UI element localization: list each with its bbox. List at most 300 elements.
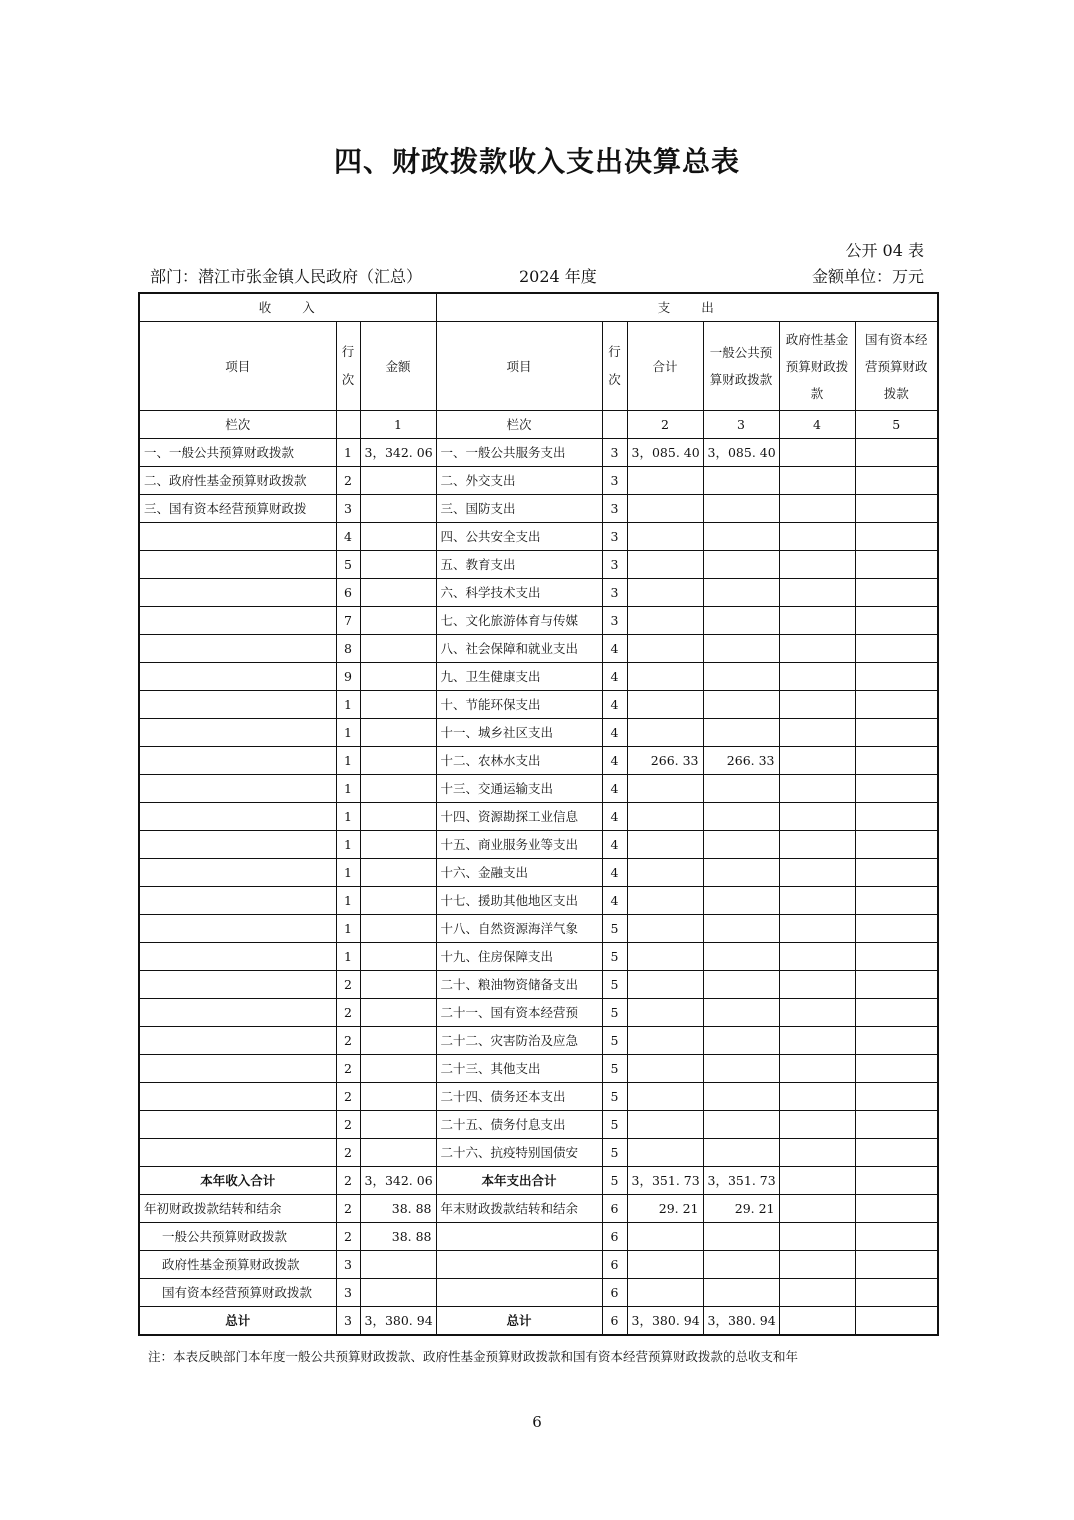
income-rowno-header: 行次 <box>336 322 360 411</box>
income-item-header: 项目 <box>139 322 336 411</box>
gov-fund-cell <box>779 1251 855 1279</box>
page-number: 6 <box>532 1413 542 1431</box>
state-capital-cell <box>855 831 938 859</box>
state-capital-cell <box>855 999 938 1027</box>
expense-total-cell <box>627 691 703 719</box>
income-item-cell <box>139 775 336 803</box>
expense-rowno-cell: 4 <box>602 663 627 691</box>
income-amount-cell <box>360 1083 436 1111</box>
income-rowno-cell: 2 <box>336 999 360 1027</box>
expense-item-cell: 七、文化旅游体育与传媒 <box>436 607 602 635</box>
income-rowno-cell: 1 <box>336 803 360 831</box>
general-budget-cell <box>703 1083 779 1111</box>
expense-item-cell: 五、教育支出 <box>436 551 602 579</box>
general-budget-cell <box>703 1223 779 1251</box>
income-rowno-cell: 1 <box>336 691 360 719</box>
income-header: 收 入 <box>139 293 436 322</box>
expense-rowno-cell: 4 <box>602 635 627 663</box>
expense-item-cell: 四、公共安全支出 <box>436 523 602 551</box>
income-rowno-cell: 1 <box>336 747 360 775</box>
gov-fund-cell <box>779 439 855 467</box>
income-amount-cell <box>360 663 436 691</box>
expense-item-cell: 十八、自然资源海洋气象 <box>436 915 602 943</box>
state-capital-cell <box>855 1083 938 1111</box>
income-item-cell: 年初财政拨款结转和结余 <box>139 1195 336 1223</box>
gov-fund-cell <box>779 1055 855 1083</box>
income-rowno-cell: 2 <box>336 1111 360 1139</box>
gov-fund-cell <box>779 467 855 495</box>
gov-fund-cell <box>779 1083 855 1111</box>
gov-fund-cell <box>779 943 855 971</box>
income-item-cell: 本年收入合计 <box>139 1167 336 1195</box>
gov-fund-cell <box>779 1195 855 1223</box>
header-row-sections <box>139 293 938 322</box>
income-item-cell <box>139 663 336 691</box>
general-budget-cell <box>703 551 779 579</box>
expense-item-cell: 六、科学技术支出 <box>436 579 602 607</box>
income-rowno-cell: 1 <box>336 943 360 971</box>
income-rowno-cell: 1 <box>336 915 360 943</box>
income-item-cell <box>139 1027 336 1055</box>
general-budget-cell <box>703 719 779 747</box>
table-row <box>139 887 938 915</box>
expense-item-header: 项目 <box>436 322 602 411</box>
state-capital-cell <box>855 1251 938 1279</box>
income-rowno-cell: 2 <box>336 971 360 999</box>
page-title: 四、财政拨款收入支出决算总表 <box>333 145 740 178</box>
general-budget-cell: 29. 21 <box>703 1195 779 1223</box>
general-budget-cell <box>703 943 779 971</box>
expense-total-cell: 266. 33 <box>627 747 703 775</box>
expense-item-cell: 二十六、抗疫特别国债安 <box>436 1139 602 1167</box>
gov-fund-cell <box>779 1027 855 1055</box>
state-capital-cell <box>855 1195 938 1223</box>
income-amount-header: 金额 <box>360 322 436 411</box>
table-row <box>139 1111 938 1139</box>
income-rowno-cell: 3 <box>336 1251 360 1279</box>
income-rowno-cell: 2 <box>336 1139 360 1167</box>
gov-fund-cell <box>779 747 855 775</box>
expense-item-cell: 十三、交通运输支出 <box>436 775 602 803</box>
general-budget-cell: 3，380. 94 <box>703 1307 779 1336</box>
general-budget-cell <box>703 607 779 635</box>
general-budget-cell <box>703 1251 779 1279</box>
income-amount-cell <box>360 1111 436 1139</box>
income-amount-cell <box>360 831 436 859</box>
general-budget-cell <box>703 691 779 719</box>
col1-number: 1 <box>360 411 436 439</box>
table-row <box>139 1139 938 1167</box>
expense-header: 支 出 <box>436 293 938 322</box>
income-amount-cell <box>360 691 436 719</box>
general-budget-cell <box>703 803 779 831</box>
expense-rowno-cell: 6 <box>602 1195 627 1223</box>
expense-rowno-cell: 6 <box>602 1307 627 1336</box>
expense-rowno-cell: 5 <box>602 1083 627 1111</box>
income-amount-cell <box>360 467 436 495</box>
expense-item-cell: 十七、援助其他地区支出 <box>436 887 602 915</box>
expense-total-cell <box>627 523 703 551</box>
unit-label: 金额单位：万元 <box>811 267 924 286</box>
income-item-cell <box>139 1083 336 1111</box>
income-item-cell <box>139 1139 336 1167</box>
gov-fund-cell <box>779 831 855 859</box>
expense-rowno-cell: 5 <box>602 1027 627 1055</box>
gov-fund-cell <box>779 1279 855 1307</box>
general-budget-cell: 266. 33 <box>703 747 779 775</box>
table-row <box>139 747 938 775</box>
table-row <box>139 663 938 691</box>
expense-item-cell: 二十二、灾害防治及应急 <box>436 1027 602 1055</box>
income-amount-cell <box>360 607 436 635</box>
state-capital-cell <box>855 1307 938 1336</box>
income-item-cell <box>139 859 336 887</box>
gov-fund-cell <box>779 663 855 691</box>
gov-fund-cell <box>779 1111 855 1139</box>
state-capital-cell <box>855 747 938 775</box>
income-rowno-cell: 8 <box>336 635 360 663</box>
col5-number: 5 <box>855 411 938 439</box>
income-item-cell: 国有资本经营预算财政拨款 <box>139 1279 336 1307</box>
expense-rowno-cell: 5 <box>602 971 627 999</box>
expense-rowno-cell: 5 <box>602 943 627 971</box>
col4-number: 4 <box>779 411 855 439</box>
income-amount-cell <box>360 495 436 523</box>
expense-item-cell: 九、卫生健康支出 <box>436 663 602 691</box>
expense-item-cell: 一、一般公共服务支出 <box>436 439 602 467</box>
income-item-cell <box>139 803 336 831</box>
expense-total-cell <box>627 803 703 831</box>
expense-total-cell: 29. 21 <box>627 1195 703 1223</box>
expense-item-cell: 三、国防支出 <box>436 495 602 523</box>
expense-rowno-cell: 4 <box>602 691 627 719</box>
income-item-cell <box>139 691 336 719</box>
header-row-columns <box>139 322 938 411</box>
expense-rowno-cell: 6 <box>602 1223 627 1251</box>
expense-item-cell: 十四、资源勘探工业信息 <box>436 803 602 831</box>
income-amount-cell <box>360 999 436 1027</box>
income-amount-cell: 38. 88 <box>360 1195 436 1223</box>
expense-rowno-cell: 4 <box>602 831 627 859</box>
general-budget-cell: 3，351. 73 <box>703 1167 779 1195</box>
expense-rowno-blank <box>602 411 627 439</box>
expense-total-cell: 3，085. 40 <box>627 439 703 467</box>
income-rowno-cell: 9 <box>336 663 360 691</box>
expense-item-cell: 十五、商业服务业等支出 <box>436 831 602 859</box>
table-row <box>139 1027 938 1055</box>
gov-fund-cell <box>779 1139 855 1167</box>
expense-rowno-cell: 4 <box>602 803 627 831</box>
state-capital-cell <box>855 607 938 635</box>
state-capital-cell <box>855 1167 938 1195</box>
gov-fund-cell <box>779 999 855 1027</box>
gov-fund-cell <box>779 1223 855 1251</box>
expense-rowno-cell: 4 <box>602 747 627 775</box>
general-budget-cell: 3，085. 40 <box>703 439 779 467</box>
gov-fund-cell <box>779 719 855 747</box>
expense-total-cell <box>627 887 703 915</box>
table-row <box>139 551 938 579</box>
income-item-cell <box>139 999 336 1027</box>
income-rowno-cell: 2 <box>336 1027 360 1055</box>
expense-rowno-cell: 6 <box>602 1251 627 1279</box>
income-item-cell <box>139 747 336 775</box>
expense-item-cell: 二十、粮油物资储备支出 <box>436 971 602 999</box>
income-amount-cell: 3，380. 94 <box>360 1307 436 1336</box>
general-budget-cell <box>703 831 779 859</box>
general-budget-cell <box>703 775 779 803</box>
general-budget-cell <box>703 1139 779 1167</box>
expense-item-cell: 总计 <box>436 1307 602 1336</box>
gov-fund-cell <box>779 607 855 635</box>
general-budget-cell <box>703 663 779 691</box>
state-capital-cell <box>855 579 938 607</box>
income-amount-cell <box>360 1279 436 1307</box>
expense-rowno-cell: 3 <box>602 551 627 579</box>
expense-total-cell <box>627 579 703 607</box>
expense-item-cell: 本年支出合计 <box>436 1167 602 1195</box>
income-rowno-cell: 2 <box>336 1167 360 1195</box>
expense-total-cell <box>627 775 703 803</box>
expense-total-cell <box>627 1027 703 1055</box>
state-capital-cell <box>855 1111 938 1139</box>
state-capital-cell <box>855 1279 938 1307</box>
state-capital-cell <box>855 1055 938 1083</box>
income-amount-cell: 3，342. 06 <box>360 1167 436 1195</box>
table-row <box>139 859 938 887</box>
general-budget-cell <box>703 971 779 999</box>
expense-rowno-cell: 4 <box>602 719 627 747</box>
state-capital-cell <box>855 439 938 467</box>
expense-total-cell <box>627 1251 703 1279</box>
income-item-cell <box>139 887 336 915</box>
form-code: 公开 04 表 <box>845 241 924 260</box>
table-row <box>139 439 938 467</box>
expense-total-cell <box>627 1111 703 1139</box>
income-amount-cell <box>360 1027 436 1055</box>
col2-number: 2 <box>627 411 703 439</box>
income-rowno-cell: 1 <box>336 831 360 859</box>
gov-fund-cell <box>779 523 855 551</box>
table-row <box>139 635 938 663</box>
general-budget-cell <box>703 635 779 663</box>
income-amount-cell <box>360 1055 436 1083</box>
income-item-cell: 三、国有资本经营预算财政拨 <box>139 495 336 523</box>
income-amount-cell <box>360 1251 436 1279</box>
income-amount-cell <box>360 747 436 775</box>
general-budget-cell <box>703 887 779 915</box>
state-capital-cell <box>855 495 938 523</box>
income-item-cell <box>139 943 336 971</box>
expense-rowno-cell: 3 <box>602 523 627 551</box>
income-rowno-cell: 3 <box>336 495 360 523</box>
summary-row <box>139 1307 938 1336</box>
table-row <box>139 607 938 635</box>
expense-total-cell <box>627 635 703 663</box>
state-capital-cell <box>855 467 938 495</box>
table-row <box>139 523 938 551</box>
expense-total-cell <box>627 1223 703 1251</box>
expense-rowno-cell: 6 <box>602 1279 627 1307</box>
income-amount-cell <box>360 915 436 943</box>
expense-rowno-cell: 4 <box>602 859 627 887</box>
income-rowno-cell: 3 <box>336 1307 360 1336</box>
expense-rowno-cell: 3 <box>602 495 627 523</box>
gov-fund-cell <box>779 1307 855 1336</box>
income-amount-cell: 38. 88 <box>360 1223 436 1251</box>
income-rowno-cell: 2 <box>336 1055 360 1083</box>
expense-rowno-cell: 3 <box>602 439 627 467</box>
state-capital-cell <box>855 887 938 915</box>
income-item-cell <box>139 635 336 663</box>
income-rowno-blank <box>336 411 360 439</box>
income-amount-cell <box>360 775 436 803</box>
expense-rowno-cell: 3 <box>602 579 627 607</box>
table-row <box>139 719 938 747</box>
general-budget-cell <box>703 467 779 495</box>
income-rowno-cell: 6 <box>336 579 360 607</box>
gov-fund-cell <box>779 1167 855 1195</box>
department-label: 部门：潜江市张金镇人民政府（汇总） <box>150 267 423 286</box>
expense-total-cell <box>627 1279 703 1307</box>
expense-rowno-cell: 5 <box>602 1167 627 1195</box>
table-row <box>139 775 938 803</box>
income-amount-cell <box>360 803 436 831</box>
expense-column-label: 栏次 <box>436 411 602 439</box>
income-column-label: 栏次 <box>139 411 336 439</box>
expense-total-cell <box>627 999 703 1027</box>
income-rowno-cell: 1 <box>336 859 360 887</box>
income-amount-cell <box>360 579 436 607</box>
income-amount-cell <box>360 887 436 915</box>
expense-total-cell <box>627 943 703 971</box>
header-row-column-numbers <box>139 411 938 439</box>
state-capital-cell <box>855 859 938 887</box>
year-label: 2024 年度 <box>519 267 597 286</box>
income-item-cell: 政府性基金预算财政拨款 <box>139 1251 336 1279</box>
expense-total-cell <box>627 859 703 887</box>
gov-fund-cell <box>779 551 855 579</box>
general-budget-cell <box>703 1027 779 1055</box>
expense-item-cell: 十、节能环保支出 <box>436 691 602 719</box>
income-amount-cell <box>360 523 436 551</box>
expense-total-cell <box>627 1055 703 1083</box>
expense-item-cell: 年末财政拨款结转和结余 <box>436 1195 602 1223</box>
summary-row <box>139 1167 938 1195</box>
col3-number: 3 <box>703 411 779 439</box>
expense-rowno-cell: 4 <box>602 887 627 915</box>
gov-fund-header: 政府性基金预算财政拨款 <box>779 322 855 411</box>
meta-row <box>150 264 924 290</box>
income-item-cell <box>139 523 336 551</box>
income-amount-cell <box>360 719 436 747</box>
expense-item-cell: 二十五、债务付息支出 <box>436 1111 602 1139</box>
state-capital-cell <box>855 635 938 663</box>
summary-row <box>139 1279 938 1307</box>
general-budget-cell <box>703 859 779 887</box>
summary-row <box>139 1195 938 1223</box>
general-budget-cell <box>703 579 779 607</box>
expense-item-cell: 二十三、其他支出 <box>436 1055 602 1083</box>
expense-rowno-header: 行次 <box>602 322 627 411</box>
expense-total-header: 合计 <box>627 322 703 411</box>
gov-fund-cell <box>779 859 855 887</box>
expense-rowno-cell: 4 <box>602 775 627 803</box>
expense-item-cell: 八、社会保障和就业支出 <box>436 635 602 663</box>
expense-total-cell <box>627 467 703 495</box>
table-row <box>139 943 938 971</box>
expense-item-cell: 十九、住房保障支出 <box>436 943 602 971</box>
expense-item-cell: 十一、城乡社区支出 <box>436 719 602 747</box>
income-item-cell: 二、政府性基金预算财政拨款 <box>139 467 336 495</box>
general-budget-cell <box>703 915 779 943</box>
income-rowno-cell: 2 <box>336 1195 360 1223</box>
income-rowno-cell: 1 <box>336 887 360 915</box>
expense-rowno-cell: 3 <box>602 607 627 635</box>
general-budget-cell <box>703 1055 779 1083</box>
expense-total-cell <box>627 551 703 579</box>
summary-row <box>139 1223 938 1251</box>
summary-row <box>139 1251 938 1279</box>
income-item-cell <box>139 607 336 635</box>
table-row <box>139 971 938 999</box>
income-item-cell <box>139 1111 336 1139</box>
gov-fund-cell <box>779 803 855 831</box>
income-item-cell <box>139 971 336 999</box>
gov-fund-cell <box>779 775 855 803</box>
income-amount-cell <box>360 551 436 579</box>
expense-total-cell <box>627 915 703 943</box>
general-budget-header: 一般公共预算财政拨款 <box>703 322 779 411</box>
income-amount-cell <box>360 971 436 999</box>
state-capital-cell <box>855 1027 938 1055</box>
income-item-cell <box>139 915 336 943</box>
income-rowno-cell: 1 <box>336 719 360 747</box>
expense-item-cell: 十六、金融支出 <box>436 859 602 887</box>
income-item-cell: 总计 <box>139 1307 336 1336</box>
expense-total-cell: 3，380. 94 <box>627 1307 703 1336</box>
table-row <box>139 831 938 859</box>
state-capital-cell <box>855 663 938 691</box>
income-item-cell <box>139 1055 336 1083</box>
income-rowno-cell: 3 <box>336 1279 360 1307</box>
expense-rowno-cell: 5 <box>602 999 627 1027</box>
expense-rowno-cell: 3 <box>602 467 627 495</box>
expense-item-cell <box>436 1279 602 1307</box>
expense-item-cell <box>436 1223 602 1251</box>
table-row <box>139 1055 938 1083</box>
general-budget-cell <box>703 1279 779 1307</box>
income-amount-cell: 3，342. 06 <box>360 439 436 467</box>
expense-total-cell <box>627 1139 703 1167</box>
income-rowno-cell: 4 <box>336 523 360 551</box>
income-item-cell <box>139 551 336 579</box>
state-capital-cell <box>855 1139 938 1167</box>
expense-total-cell <box>627 607 703 635</box>
state-capital-cell <box>855 775 938 803</box>
table-row <box>139 495 938 523</box>
state-capital-cell <box>855 915 938 943</box>
income-rowno-cell: 2 <box>336 1083 360 1111</box>
state-capital-cell <box>855 803 938 831</box>
table-note: 注：本表反映部门本年度一般公共预算财政拨款、政府性基金预算财政拨款和国有资本经营预算财政拨款的总收支和年 <box>148 1349 799 1364</box>
expense-rowno-cell: 5 <box>602 1111 627 1139</box>
state-capital-cell <box>855 691 938 719</box>
income-rowno-cell: 1 <box>336 439 360 467</box>
expense-rowno-cell: 5 <box>602 1139 627 1167</box>
table-row <box>139 691 938 719</box>
income-amount-cell <box>360 635 436 663</box>
